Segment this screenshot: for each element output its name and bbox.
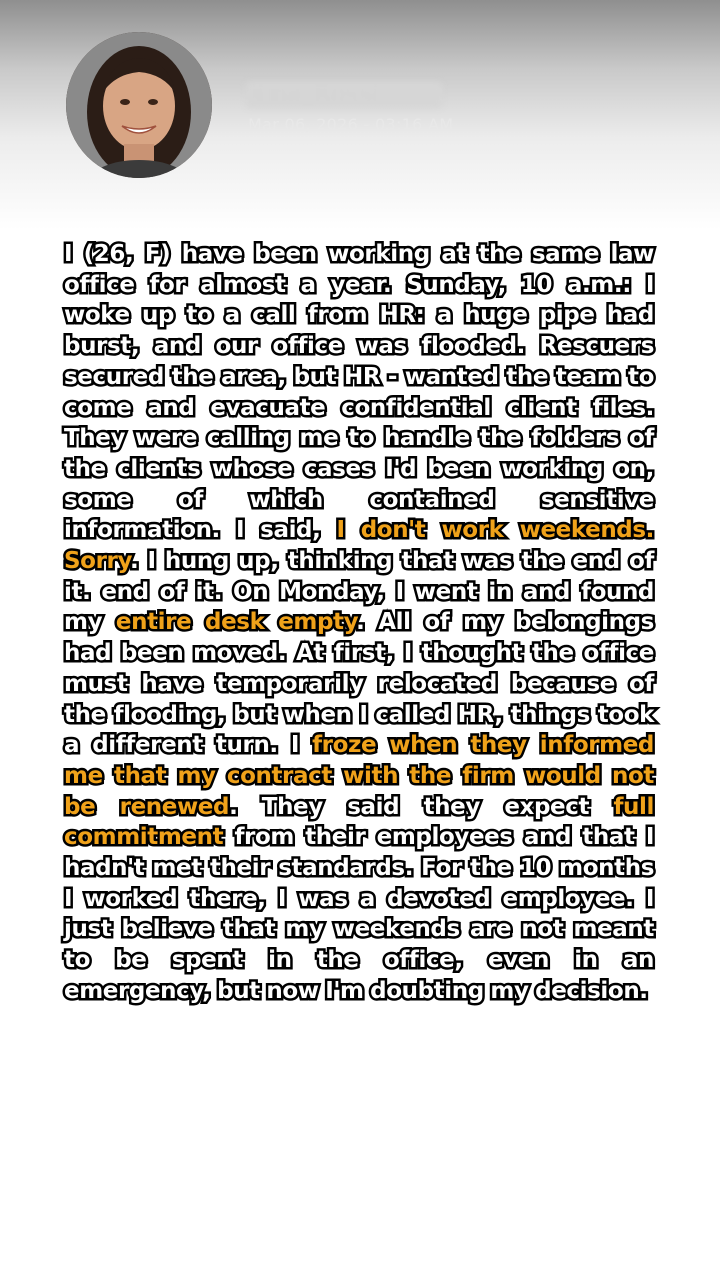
story-segment: . They said they expect [229, 793, 614, 820]
username[interactable] [246, 82, 442, 108]
story-segment: I (26, F) have been working at the same law office for almost a year. Sunday, 10 a.m.: I woke up to a call from HR: a huge pipe had burst, and our office was flooded. Rescuers secured the area, but HR - wanted the team to come and evacuate confidential client files. They were calling me to handle the folders of the clients whose cases I'd been working on, some of which contained sensitive information. I said, [64, 241, 654, 544]
story-highlight: I don't work weekends. Sorry [64, 517, 654, 575]
story-highlight: froze when they informed me that my contract with the firm would not be renewed [64, 732, 654, 820]
story-segment: from their employees and that I hadn't met their standards. For the 10 months I worked there, I was a devoted employee. I just believe that my weekends are not meant to be spent in the office, even in an emergency, but now I'm doubting my decision. [64, 824, 654, 1004]
story-segment: . I hung up, thinking that was the end of it. end of it. On Monday, I went in and found my [64, 548, 654, 636]
story-highlight: entire desk empty [115, 609, 357, 636]
avatar-photo [66, 32, 212, 178]
story-segment: . All of my belongings had been moved. At first, I thought the office must have temporarily relocated because of the flooding, but when I called HR, things took a different turn. I [64, 609, 654, 759]
avatar[interactable] [66, 32, 212, 178]
post-timestamp: Mar 06, 2026 - 03:16 AM [248, 115, 454, 134]
story-highlight: full commitment [64, 793, 654, 851]
story-text [64, 239, 654, 1007]
